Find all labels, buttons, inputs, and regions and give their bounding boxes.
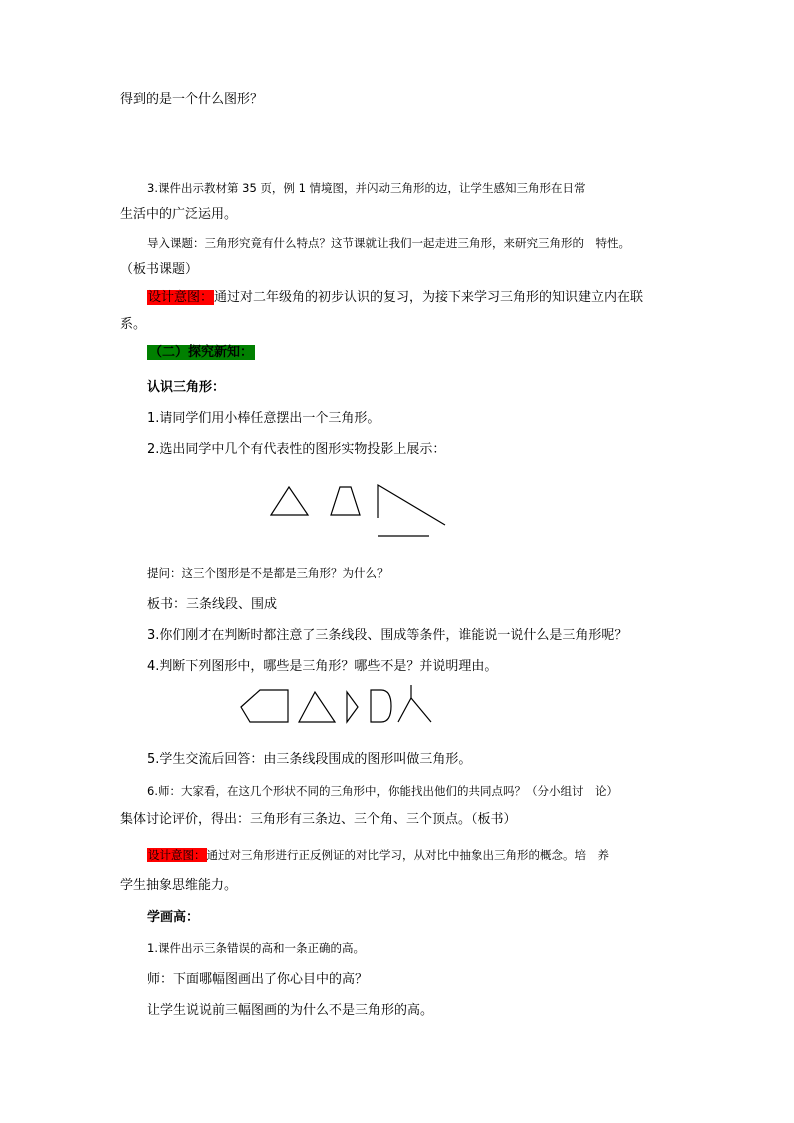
text-line: （板书课题） [120,262,199,277]
text-line: 板书：三条线段、围成 [147,597,278,612]
three-triangles-figure [260,478,460,548]
design-intent-label: 设计意图： [148,848,206,862]
triangle-2 [331,487,360,515]
d-shape [371,690,391,722]
text-line: 师：下面哪幅图画出了你心目中的高？ [147,972,369,987]
list-item: 1.课件出示三条错误的高和一条正确的高。 [147,941,365,955]
text-line: 导入课题：三角形究竟有什么特点？这节课就让我们一起走进三角形，来研究三角形的 特性。 [147,236,630,250]
list-item: 3.你们刚才在判断时都注意了三条线段、围成等条件，谁能说一说什么是三角形呢？ [147,628,628,643]
list-item: 2.选出同学中几个有代表性的图形实物投影上展示： [147,442,446,457]
subheading: 学画高： [147,910,200,925]
section-heading: （二）探究新知： [149,345,254,360]
text-line: 3.课件出示教材第 35 页，例 1 情境图，并闪动三角形的边，让学生感知三角形在日常 [147,181,586,195]
unclosed-lines-shape [398,698,431,722]
text-line: 系。 [120,317,147,332]
judge-shapes-figure [230,680,450,730]
curved-triangle-shape [347,692,358,722]
text-line: 让学生说说前三幅图画的为什么不是三角形的高。 [147,1003,434,1018]
list-item: 4.判断下列图形中，哪些是三角形？哪些不是？并说明理由。 [147,659,498,674]
design-intent-paragraph: 设计意图：通过对三角形进行正反例证的对比学习，从对比中抽象出三角形的概念。培 养 [148,848,609,862]
design-intent-paragraph: 设计意图：通过对二年级角的初步认识的复习，为接下来学习三角形的知识建立内在联 [148,290,644,305]
open-figure-3 [378,485,445,525]
triangle-shape [299,692,335,722]
list-item: 5.学生交流后回答：由三条线段围成的图形叫做三角形。 [147,752,472,767]
text-line: 提问：这三个图形是不是都是三角形？为什么？ [147,566,389,580]
text-line: 学生抽象思维能力。 [120,878,238,893]
list-item: 6.师：大家看，在这几个形状不同的三角形中，你能找出他们的共同点吗？（分小组讨 论） [147,784,618,798]
text-line: 集体讨论评价，得出：三角形有三条边、三个角、三个顶点。（板书） [120,812,517,827]
text-line: 生活中的广泛运用。 [120,207,238,222]
list-item: 1.请同学们用小棒任意摆出一个三角形。 [147,411,381,426]
pentagon-shape [241,690,288,722]
triangle-1 [271,487,308,515]
design-intent-label: 设计意图： [148,290,214,305]
subheading: 认识三角形： [147,380,226,395]
text-line: 得到的是一个什么图形？ [120,92,264,107]
